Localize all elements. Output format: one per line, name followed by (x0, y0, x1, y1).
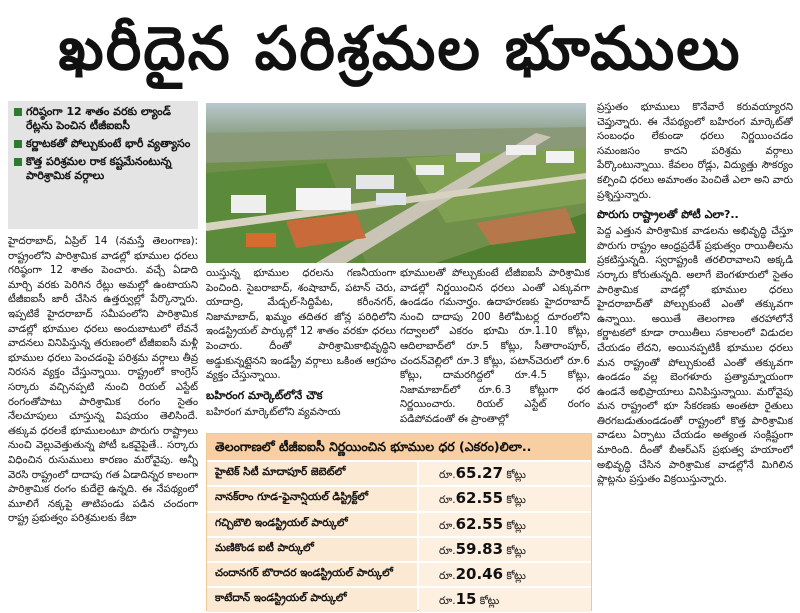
park-name: గచ్చిబౌలి ఇండస్ట్రియల్ పార్కులో (207, 513, 417, 536)
park-name: హైటెక్ సిటీ మాదాపూర్ జెబెట్‌లో (207, 462, 417, 485)
industrial-park-photo (206, 103, 586, 263)
body-text: ప్రస్తుతం భూములు కొనేవారే కరువయ్యారని చెప్తున్నారు. ఈ నేపథ్యంలో బహిరంగ మార్కెట్‌తో సంబంధం లేకుండా ధరలు నిర్ణయించడం సమంజసం కాదని పరిశ్రమ వర్గాలు పేర్కొంటున్నాయి. కేవలం రోడ్లు, విద్యుత్తు సౌకర్యం కల్పించి ధరలు అమాంతం పెంచితే ఎలా అని వారు ప్రశ్నిస్తున్నారు. (597, 102, 793, 201)
aerial-photo-image (206, 103, 586, 263)
bullet-square-icon (14, 158, 22, 166)
article-column-1 (8, 235, 198, 611)
price-cell: రూ.62.55 కోట్లు (419, 487, 591, 510)
land-price-table (206, 433, 592, 611)
article-column-2 (206, 267, 396, 433)
article-column-4 (597, 101, 793, 611)
table-row (207, 586, 591, 611)
price-cell: రూ.15 కోట్లు (419, 588, 591, 611)
bullet-square-icon (14, 140, 22, 148)
price-cell: రూ.62.55 కోట్లు (419, 513, 591, 536)
body-text: భూములతో పోల్చుకుంటే టీజీఐఐసీ పారిశ్రామిక వాడల్లో నిర్ణయించిన ధరలు ఎంతో ఎక్కువగా ఉండడం గమనార్హం. ఉదాహరణకు హైదరాబాద్ నుంచి దాదాపు 200 కిలోమీటర్ల దూరంలోని గద్వాలలో ఎకరం భూమి రూ.1.10 కోట్లు, ఆదిలాబాద్‌లో రూ.5 కోట్లు, సీతారాంపూర్, చందన్‌వెల్లిలో రూ.3 కోట్లు, పటాన్‌చెరులో రూ.6 కోట్లు, దామరగిద్దలో రూ.4.5 కోట్లు, నిజామాబాద్‌లో రూ.6.3 కోట్లుగా ధర నిర్ణయించారు. రియల్ ఎస్టేట్ రంగం పడిపోవడంతో ఈ ప్రాంతాల్లో (400, 268, 590, 425)
bullet-square-icon (14, 108, 22, 116)
price-cell: రూ.20.46 కోట్లు (419, 563, 591, 586)
price-cell: రూ.65.27 కోట్లు (419, 462, 591, 485)
summary-box (8, 101, 198, 229)
table-row (207, 511, 591, 536)
table-title: తెలంగాణలో టీజీఐఐసీ నిర్ణయించిన భూముల ధర (ఎకరం)లిలా.. (207, 434, 591, 460)
body-text: హైదరాబాద్, ఏప్రిల్ 14 (నమస్తే తెలంగాణ): రాష్ట్రంలోని పారిశ్రామిక వాడల్లో భూముల ధరలు గరిష్ఠంగా 12 శాతం పెంచారు. వచ్చే ఏడాది మార్చి వరకు పెరిగిన రేట్లు అమల్లో ఉంటాయని టీజీఐఐసీ జారీ చేసిన ఉత్తర్వుల్లో పేర్కొన్నారు. ఇప్పటికే హైదరాబాద్ సమీపంలోని పారిశ్రామిక వాడల్లో భూముల ధరలు అందుబాటులో లేవనే వాదనలు వినిపిస్తున్న తరుణంలో టీజీఐఐసీ మళ్లీ భూముల ధరలు పెంచడంపై పరిశ్రమ వర్గాలు తీవ్ర నిరసన వ్యక్తం చేస్తున్నాయి. రాష్ట్రంలో కాంగ్రెస్ సర్కారు వచ్చినప్పటి నుంచి రియల్ ఎస్టేట్ రంగంతోపాటు పారిశ్రామిక రంగం సైతం నేలచూపులు చూస్తున్న విషయం తెలిసిందే. తక్కువ ధరలకే భూములంటూ పొరుగు రాష్ట్రాలు నుంచి వెల్లువెత్తుతున్న పోటీ ఒకవైపైతే.. సర్కారు విధించిన రుసుములు కారణం మరోవైపు. అన్నీ వెరసి రాష్ట్రంలో దాదాపు గత ఏడాదిన్నర కాలంగా పారిశ్రామిక రంగం కుదేలై ఉన్నది. ఈ నేపథ్యంలో మూలిగే నక్కపై తాటిపండు పడిన చందంగా రాష్ట్ర ప్రభుత్వం పరిశ్రమలకు కేటా (8, 236, 198, 525)
price-cell: రూ.59.83 కోట్లు (419, 538, 591, 561)
body-text: యిస్తున్న భూముల ధరలను గణనీయంగా పెంచింది. సైబరాబాద్, శంషాబాద్, పటాన్ చెరు, యాదాద్రి, మేడ్చల్-సిద్దిపేట, కరీంనగర్, నిజామాబాద్, ఖమ్మం తదితర జోన్ల పరిధిలోని ఇండస్ట్రియల్ పార్కుల్లో 12 శాతం వరకూ ధరలు పెంచారు. దీంతో పారిశ్రామికాభివృద్ధిని అడ్డుకున్నట్లైనని ఇండస్ట్రీ వర్గాలు ఒకింత ఆగ్రహం వ్యక్తం చేస్తున్నాయి. (206, 268, 396, 382)
subheading: బహిరంగ మార్కెట్‌లోనే చౌక (206, 388, 323, 402)
subheading: పొరుగు రాష్ట్రాలతో పోటీ ఎలా?.. (597, 208, 739, 222)
park-name: మణికొండ ఐటీ పార్కులో (207, 538, 417, 561)
park-name: నానక్‌రాం గూడ-ఫైనాన్షియల్ డిస్ట్రిక్ట్‌లో (207, 487, 417, 510)
table-row (207, 460, 591, 485)
body-text: పెద్ద ఎత్తున పారిశ్రామిక వాడలను అభివృద్ధి చేస్తూ పొరుగు రాష్ట్రం ఆంధ్రప్రదేశ్ ప్రభుత్వం రాయితీలను ప్రకటిస్తున్నది. స్వరాష్ట్రంకి తరలిరావాలని అక్కడి సర్కారు కోరుతున్నది. అలాగే బెంగళూరులో సైతం పారిశ్రామిక వాడల్లో భూముల ధరలు హైదరాబాద్‌తో పోల్చుకుంటే ఎంతో తక్కువగా ఉన్నాయి. అయితే తెలంగాణ తరహాలోనే కర్ణాటకలో కూడా రాయితీలు సకాలంలో విడుదల చేయడం లేదని, అయినప్పటికీ భూముల ధరలు మన రాష్ట్రంతో పోల్చుకుంటే ఎంతో తక్కువగా ఉండడం వల్ల బెంగళూరు ప్రత్యామ్నాయంగా ఉండనే అభిప్రాయాలు వినిపిస్తున్నాయి. మరోవైపు మన రాష్ట్రంలో భూ సేకరణకు అంతటా రైతులు తిరగబడుతుండడంతో రాష్ట్రంలో కొత్త పారిశ్రామిక వాడలు ఏర్పాటు చేయడం అత్యంత సంక్లిష్టంగా మారింది. దీంతో బీఆర్ఎస్ ప్రభుత్వ హయాంలో అభివృద్ధి చేసిన పారిశ్రామిక వాడల్లోనే మిగిలిన ప్లాట్లను ప్రస్తుతం విక్రయిస్తున్నారు. (597, 226, 793, 486)
park-name: చందానగర్ బొరాదర ఇండస్ట్రియల్ పార్కులో (207, 563, 417, 586)
park-name: కాటేదాన్ ఇండస్ట్రియల్ పార్కులో (207, 588, 417, 611)
table-row (207, 561, 591, 586)
table-row (207, 536, 591, 561)
body-text: బహిరంగ మార్కెట్‌లోని వ్యవసాయ (206, 406, 341, 418)
table-row (207, 485, 591, 510)
headline: ఖరీదైన పరిశ్రమల భూములు (58, 14, 742, 84)
summary-point: కొత్త పరిశ్రమల రాక కష్టమేనంటున్న పారిశ్రామిక వర్గాలు (14, 155, 194, 183)
summary-point: కర్ణాటకతో పోల్చుకుంటే భారీ వ్యత్యాసం (14, 137, 194, 151)
summary-point: గరిష్ఠంగా 12 శాతం వరకు ల్యాండ్ రేట్లను పెంచిన టీజీఐఐసీ (14, 105, 194, 133)
article-column-3 (400, 267, 590, 433)
